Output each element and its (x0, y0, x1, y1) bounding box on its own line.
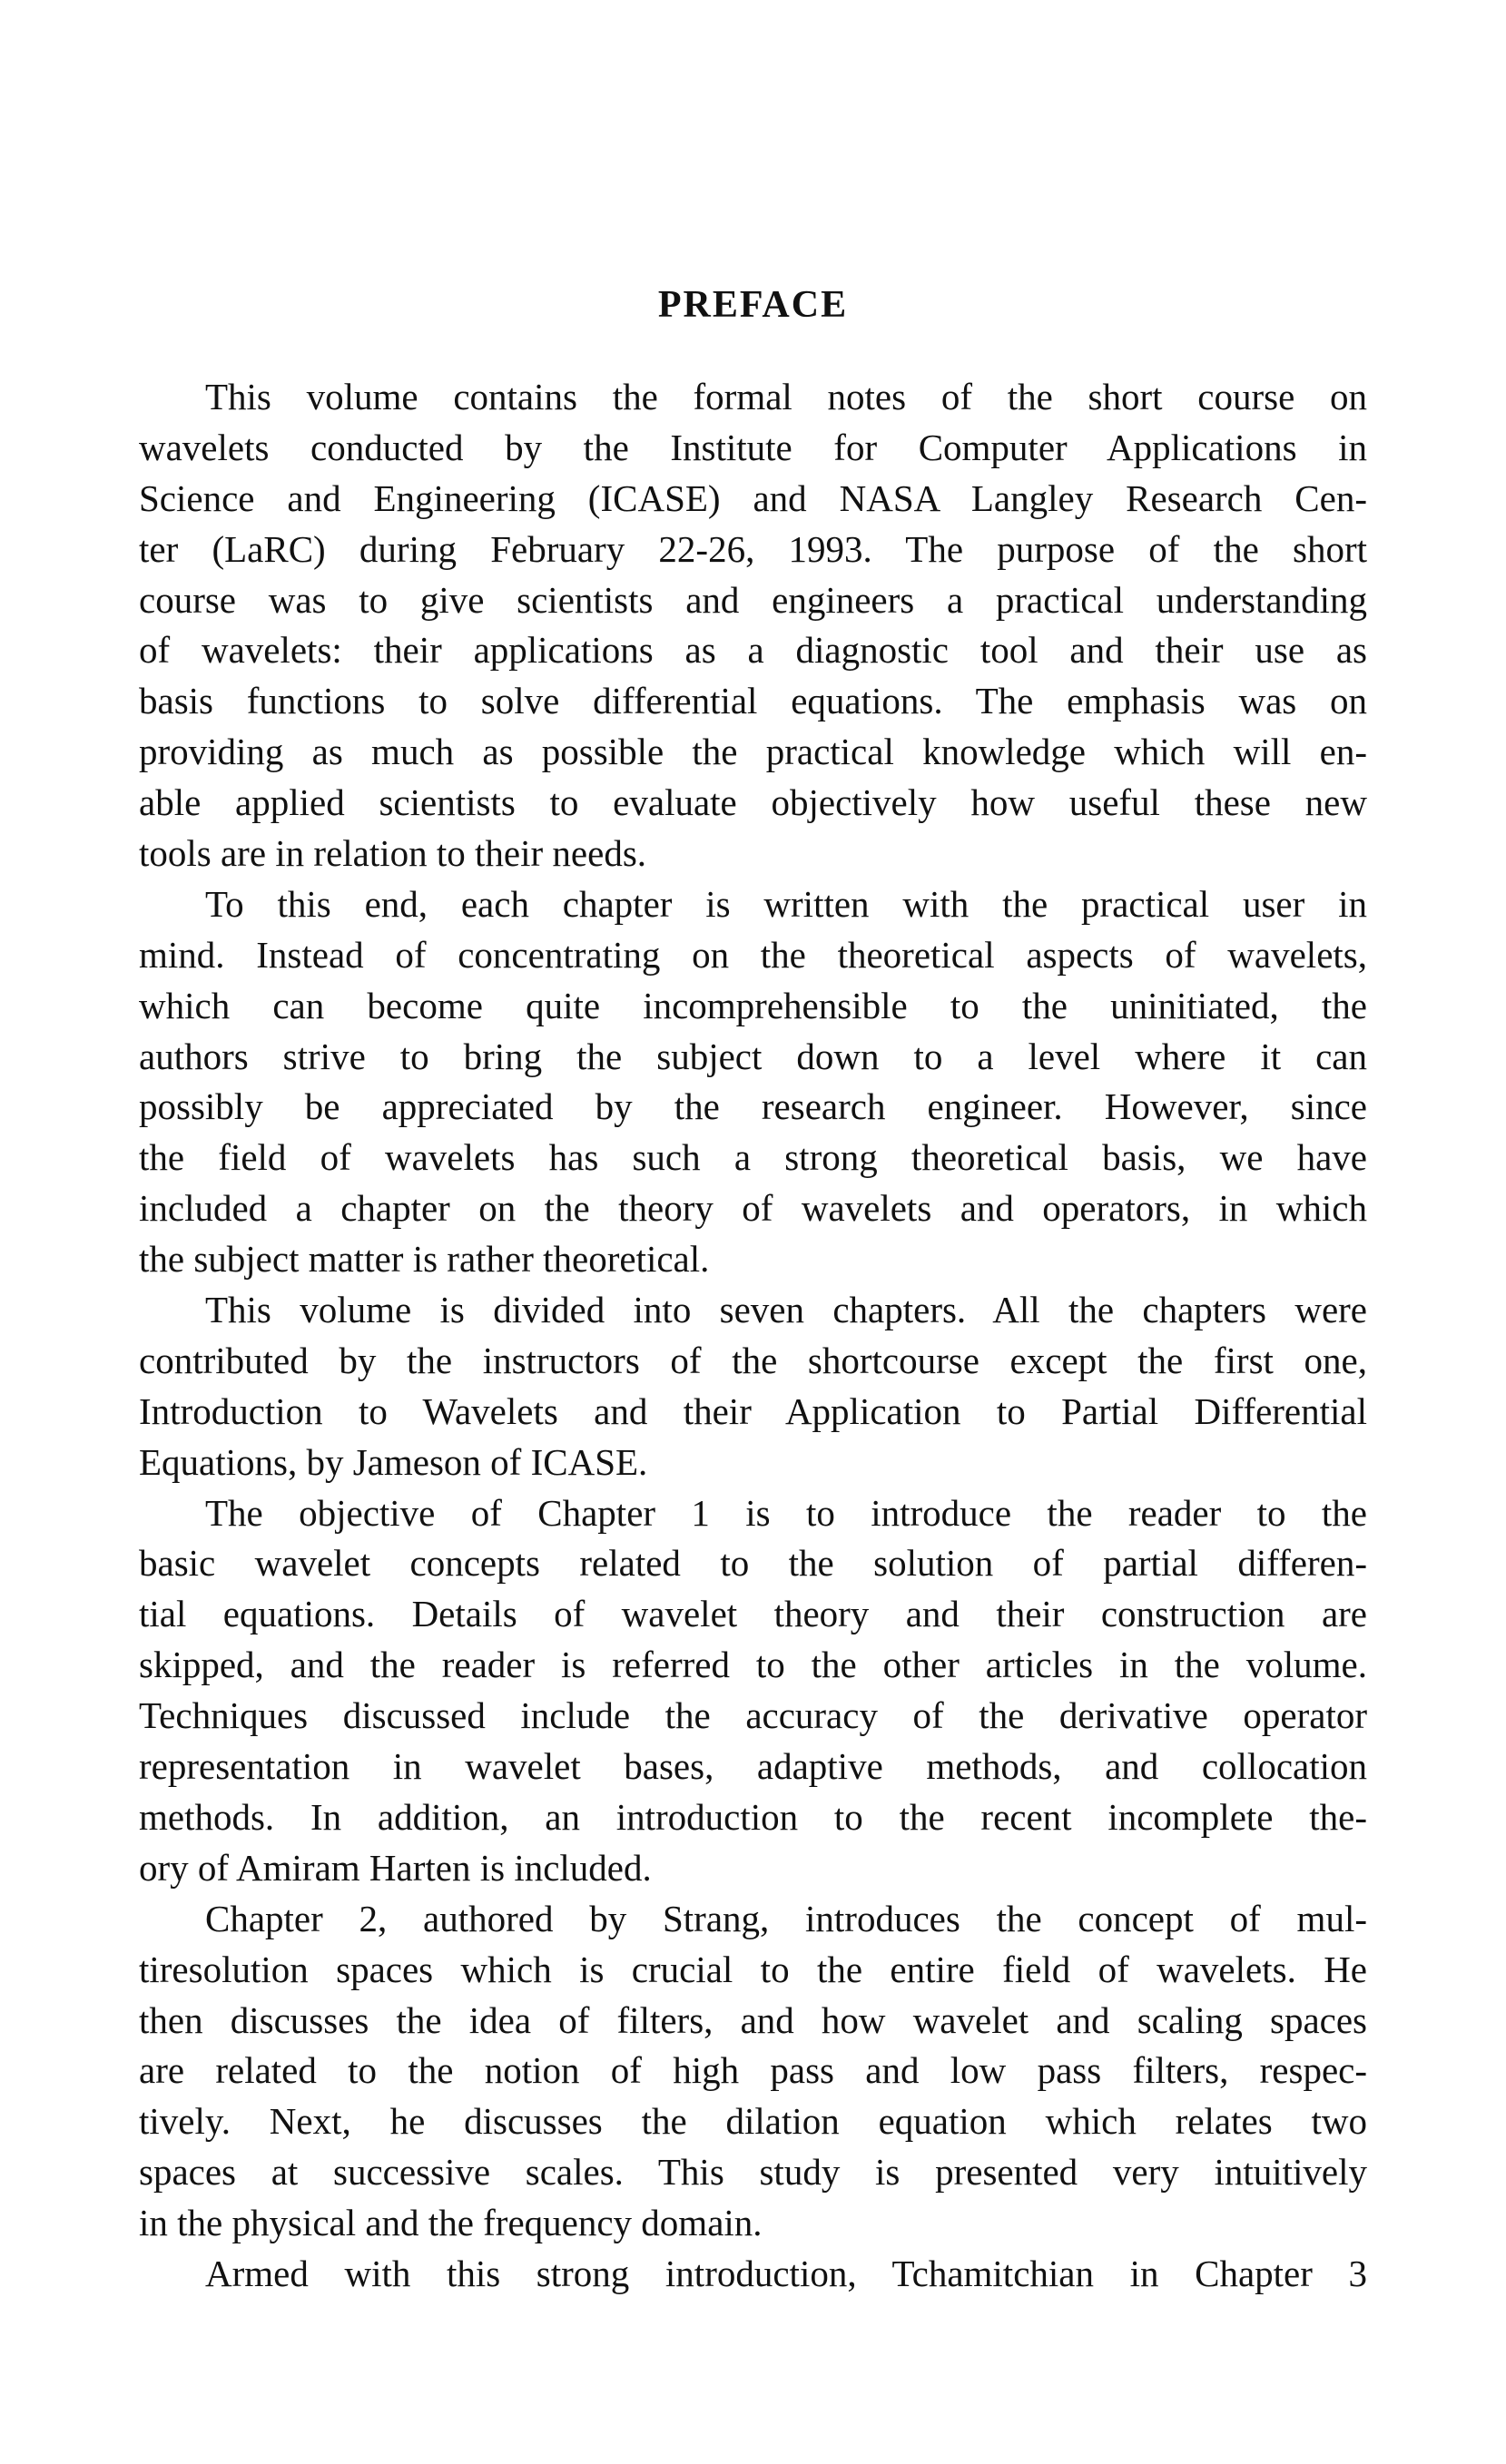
text-line: methods. In addition, an introduction to the recent incomplete the- (139, 1795, 1367, 1838)
text-line: ory of Amiram Harten is included. (139, 1846, 652, 1889)
text-line: possibly be appreciated by the research engineer. However, since (139, 1085, 1367, 1128)
text-line: Equations, by Jameson of ICASE. (139, 1440, 648, 1483)
text-line: of wavelets: their applications as a diagnostic tool and their use as (139, 629, 1367, 672)
text-line: course was to give scientists and engineers a practical understanding (139, 578, 1367, 621)
text-line: representation in wavelet bases, adaptive methods, and collocation (139, 1745, 1367, 1788)
text-line: the field of wavelets has such a strong theoretical basis, we have (139, 1136, 1367, 1179)
text-line: The objective of Chapter 1 is to introduce the reader to the (205, 1491, 1367, 1534)
text-line: the subject matter is rather theoretical. (139, 1238, 710, 1281)
text-line: in the physical and the frequency domain. (139, 2202, 763, 2244)
text-line: tools are in relation to their needs. (139, 832, 647, 875)
text-line: basic wavelet concepts related to the solution of partial differen- (139, 1542, 1367, 1585)
text-line: contributed by the instructors of the shortcourse except the first one, (139, 1339, 1367, 1381)
text-line: Chapter 2, authored by Strang, introduces the concept of mul- (205, 1897, 1367, 1939)
text-line: Techniques discussed include the accuracy of the derivative operator (139, 1694, 1367, 1737)
text-line: included a chapter on the theory of wavelets and operators, in which (139, 1187, 1367, 1230)
text-line: spaces at successive scales. This study is presented very intuitively (139, 2151, 1367, 2194)
text-line: tively. Next, he discusses the dilation equation which relates two (139, 2100, 1367, 2143)
text-line: ter (LaRC) during February 22-26, 1993. The purpose of the short (139, 527, 1367, 570)
text-line: This volume is divided into seven chapters. All the chapters were (205, 1289, 1367, 1331)
text-line: then discusses the idea of filters, and how wavelet and scaling spaces (139, 1998, 1367, 2041)
text-line: able applied scientists to evaluate objectively how useful these new (139, 781, 1367, 824)
text-line: providing as much as possible the practical knowledge which will en- (139, 731, 1367, 773)
text-line: tial equations. Details of wavelet theory and their construction are (139, 1593, 1367, 1635)
text-line: mind. Instead of concentrating on the theoretical aspects of wavelets, (139, 933, 1367, 976)
text-line: Introduction to Wavelets and their Application to Partial Differential (139, 1389, 1367, 1432)
text-line: wavelets conducted by the Institute for Computer Applications in (139, 426, 1367, 468)
text-line: tiresolution spaces which is crucial to the entire field of wavelets. He (139, 1948, 1367, 1990)
text-line: This volume contains the formal notes of the short course on (205, 376, 1367, 417)
text-line: skipped, and the reader is referred to the other articles in the volume. (139, 1644, 1367, 1686)
preface-body (139, 372, 1367, 2300)
text-line: authors strive to bring the subject down to a level where it can (139, 1035, 1367, 1077)
text-line: which can become quite incomprehensible to the uninitiated, the (139, 984, 1367, 1026)
page-title: PREFACE (657, 284, 849, 326)
text-line: Science and Engineering (ICASE) and NASA Langley Research Cen- (139, 476, 1367, 519)
text-line: Armed with this strong introduction, Tchamitchian in Chapter 3 (205, 2252, 1367, 2294)
text-line: basis functions to solve differential equations. The emphasis was on (139, 680, 1367, 722)
text-line: are related to the notion of high pass and low pass filters, respec- (139, 2049, 1367, 2092)
text-line: To this end, each chapter is written with the practical user in (205, 882, 1367, 925)
